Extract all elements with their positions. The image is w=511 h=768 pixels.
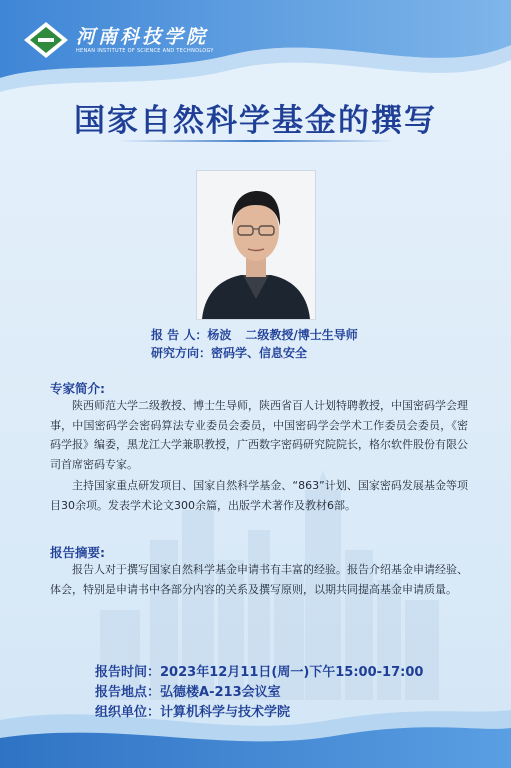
speaker-name: 杨波 <box>207 328 232 342</box>
place-label: 报告地点： <box>95 685 161 700</box>
abstract-heading: 报告摘要: <box>50 545 105 560</box>
title-underline <box>118 140 393 142</box>
school-name-cn: 河南科技学院 <box>76 25 209 48</box>
page-title: 国家自然科学基金的撰写 <box>74 103 437 139</box>
event-time: 2023年12月11日(周一)下午15:00-17:00 <box>160 665 424 680</box>
research-field-label: 研究方向： <box>151 346 212 360</box>
speaker-info <box>151 326 358 362</box>
speaker-title: 二级教授/博士生导师 <box>245 328 358 342</box>
research-field: 密码学、信息安全 <box>211 346 308 360</box>
school-name-en: HENAN INSTITUTE OF SCIENCE AND TECHNOLOGY <box>76 47 214 54</box>
organizer-label: 组织单位： <box>95 705 161 720</box>
event-place: 弘德楼A-213会议室 <box>160 685 281 700</box>
intro-paragraph-1: 陕西师范大学二级教授、博士生导师，陕西省百人计划特聘教授，中国密码学会理事，中国密码学会密码算法专业委员会委员，中国密码学会学术工作委员会委员，《密码学报》编委，黑龙江大学兼职教授，广西数字密码研究院院长，格尔软件股份有限公司首席密码专家。 <box>50 399 468 471</box>
event-details <box>95 663 423 723</box>
event-organizer: 计算机科学与技术学院 <box>160 705 291 720</box>
abstract-paragraph: 报告人对于撰写国家自然科学基金申请书有丰富的经验。报告介绍基金申请经验、体会，特别是申请书中各部分内容的关系及撰写原则，以期共同提高基金申请质量。 <box>50 563 468 596</box>
intro-heading: 专家简介: <box>50 381 105 396</box>
speaker-label: 报 告 人： <box>151 328 208 342</box>
school-emblem-icon <box>22 20 70 60</box>
school-logo <box>22 20 214 60</box>
speaker-photo <box>196 170 316 320</box>
intro-paragraph-2: 主持国家重点研发项目、国家自然科学基金、“863”计划、国家密码发展基金等项目30余项。发表学术论文300余篇，出版学术著作及教材6部。 <box>50 479 468 512</box>
time-label: 报告时间： <box>95 665 161 680</box>
